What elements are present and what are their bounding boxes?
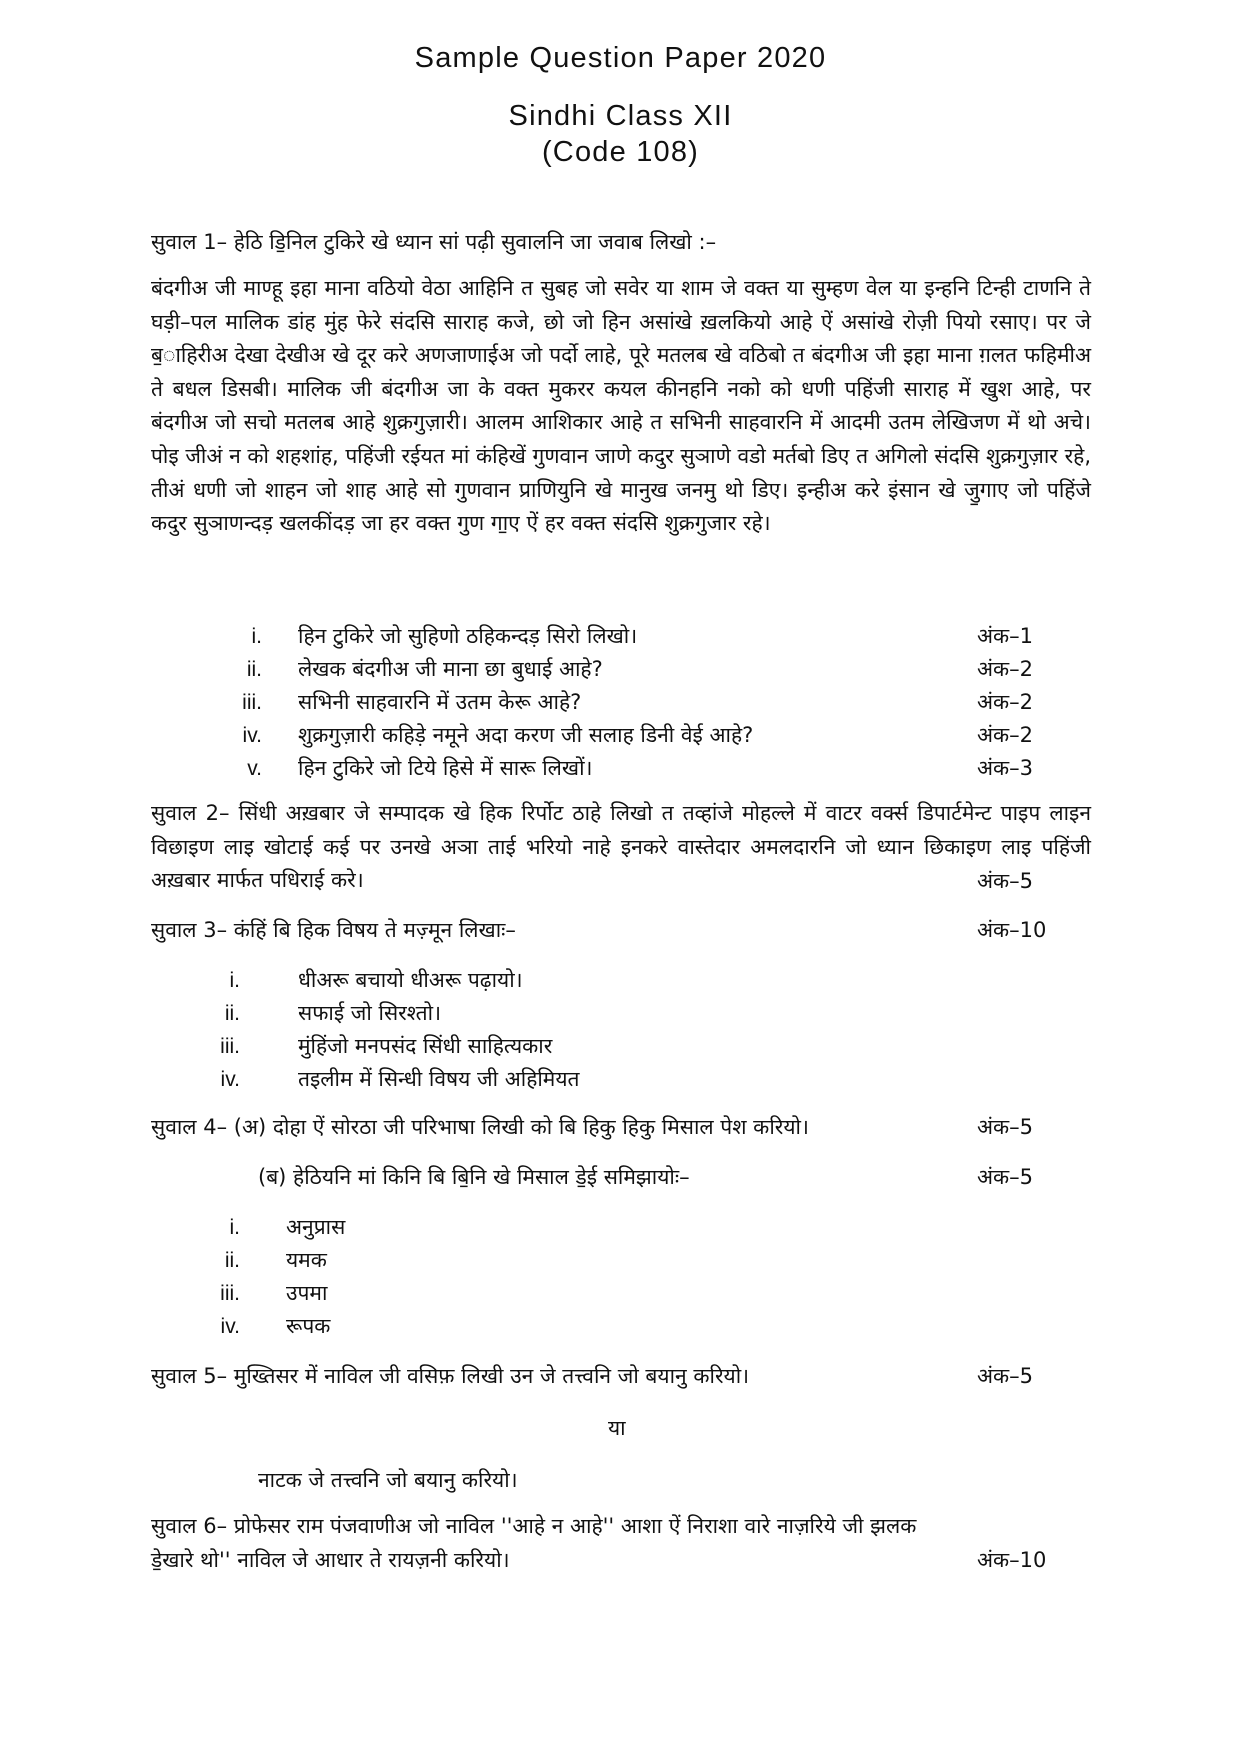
q6-line1: सुवाल 6– प्रोफेसर राम पंजवाणीअ जो नाविल ''आहे न आहे'' आशा ऐं निराशा वारे नाज़रिये जी झलक [151, 1514, 917, 1538]
q4-item-num: ii. [224, 1249, 240, 1272]
q3-item-num: ii. [224, 1002, 240, 1025]
q4-item-text: उपमा [286, 1281, 328, 1305]
q5-or: या [608, 1416, 626, 1440]
q4-part-a: सुवाल 4– (अ) दोहा ऐं सोरठा जी परिभाषा लिखी को बि हिकु हिकु मिसाल पेश करियो। [151, 1115, 809, 1139]
q1-item-num: i. [251, 625, 262, 648]
q1-item-text: लेखक बंदगीअ जी माना छा बुधाई आहे? [298, 657, 603, 681]
paper-subject: Sindhi Class XII [508, 100, 733, 132]
q3-item-text: सफाई जो सिरश्तो। [298, 1001, 442, 1025]
q1-title: सुवाल 1– हेठि डि॒निल टुकिरे खे ध्यान सां पढ़ी सुवालनि जा जवाब लिखो :– [151, 230, 717, 254]
q5-alternative: नाटक जे तत्त्वनि जो बयानु करियो। [258, 1468, 518, 1492]
paper-title: Sample Question Paper 2020 [414, 42, 827, 74]
q3-item-num: iii. [220, 1035, 240, 1058]
q4-part-a-marks: अंक–5 [977, 1115, 1034, 1139]
q6-line2: डे॒खारे थो'' नाविल जे आधार ते रायज़नी करियो। [151, 1548, 510, 1572]
q3-item-text: तइलीम में सिन्धी विषय जी अहिमियत [298, 1067, 580, 1091]
q1-item-text: शुक्रगुज़ारी कहिड़े नमूने अदा करण जी सलाह डिनी वेई आहे? [298, 723, 754, 747]
q1-item-num: v. [247, 757, 262, 780]
q1-passage: बंदगीअ जी माण्हू इहा माना वठियो वेठा आहिनि त सुबह जो सवेर या शाम जे वक्त या सुम्हण वेल या इन्हनि टिन्ही टाणनि ते घड़ी–पल मालिक डांह मुंह फेरे संदसि साराह कजे, छो जो हिन असांखे ख़लकियो आहे ऐं असांखे रोज़ी पियो रसाए। पर जे ब॒ाहिरीअ देखा देखीअ खे दूर करे अणजाणाईअ जो पर्दो लाहे, पूरे मतलब खे वठिबो त बंदगीअ जी इहा माना ग़लत फहिमीअ ते बधल डिसबी। मालिक जी बंदगीअ जा के वक्त मुकरर कयल कीनहनि नको को धणी पहिंजी साराह में खुश आहे, पर बंदगीअ जो सचो मतलब आहे शुक्रगुज़ारी। आलम आशिकार आहे त सभिनी साहवारनि में आदमी उतम लेखिजण में थो अचे। पोइ जीअं न को शहशांह, पहिंजी रईयत मां कंहिखें गुणवान जाणे कदुर सुञाणे वडो मर्तबो डिए त अगिलो संदसि शुक्रगुज़ार रहे, तीअं धणी जो शाहन जो शाह आहे सो गुणवान प्राणियुनि खे मानुख जनमु थो डिए। इन्हीअ करे इंसान खे जु॒गाए जो पहिंजे कदुर सुञाणन्दड़ खलकींदड़ जा हर वक्त गुण गा॒ए ऐं हर वक्त संदसि शुक्रगुजार रहे। [151, 276, 1091, 536]
q3-item-num: i. [229, 969, 240, 992]
q4-item-text: अनुप्रास [286, 1215, 346, 1239]
q1-item-text: हिन टुकिरे जो सुहिणो ठहिकन्दड़ सिरो लिखो। [298, 624, 638, 648]
q1-item-num: iii. [242, 691, 262, 714]
q4-part-b-marks: अंक–5 [977, 1165, 1034, 1189]
q2-marks: अंक–5 [977, 869, 1034, 893]
q3-title: सुवाल 3– कंहिं बि हिक विषय ते मज़्मून लिखाः– [151, 918, 516, 942]
q4-part-b: (ब) हेठियनि मां किनि बि बि॒नि खे मिसाल डे॒ई समिझायोः– [258, 1165, 690, 1189]
q3-marks: अंक–10 [977, 918, 1047, 942]
q1-item-text: हिन टुकिरे जो टिये हिसे में सारू लिखों। [298, 756, 593, 780]
q3-item-num: iv. [220, 1068, 240, 1091]
q2-text: सुवाल 2– सिंधी अख़बार जे सम्पादक खे हिक रिर्पोट ठाहे लिखो त तव्हांजे मोहल्ले में वाटर वर्क्स डिपार्टमेन्ट पाइप लाइन विछाइण लाइ खोटाई कई पर उनखे अञा ताई भरियो नाहे इनकरे वास्तेदार अमलदारनि जो ध्यान छिकाइण लाइ पहिंजी अख़बार मार्फत पधिराई करे। [151, 801, 1091, 893]
q3-item-text: मुंहिंजो मनपसंद सिंधी साहित्यकार [298, 1034, 553, 1058]
q3-item-text: धीअरू बचायो धीअरू पढ़ायो। [298, 968, 523, 992]
q4-item-num: i. [229, 1216, 240, 1239]
q4-item-text: रूपक [286, 1314, 331, 1338]
q4-item-num: iii. [220, 1282, 240, 1305]
q6-marks: अंक–10 [977, 1548, 1047, 1572]
q4-item-num: iv. [220, 1315, 240, 1338]
q4-item-text: यमक [286, 1248, 327, 1272]
q5-text: सुवाल 5– मुख्तिसर में नाविल जी वसिफ़ लिखी उन जे तत्त्वनि जो बयानु करियो। [151, 1364, 750, 1388]
q1-item-marks: अंक–2 [977, 690, 1034, 714]
q1-item-num: ii. [246, 658, 262, 681]
q1-item-marks: अंक–3 [977, 756, 1034, 780]
q5-marks: अंक–5 [977, 1364, 1034, 1388]
q1-item-marks: अंक–1 [977, 624, 1034, 648]
paper-code: (Code 108) [541, 136, 700, 168]
q1-item-num: iv. [242, 724, 262, 747]
q1-item-text: सभिनी साहवारनि में उतम केरू आहे? [298, 690, 582, 714]
q1-item-marks: अंक–2 [977, 723, 1034, 747]
q1-item-marks: अंक–2 [977, 657, 1034, 681]
